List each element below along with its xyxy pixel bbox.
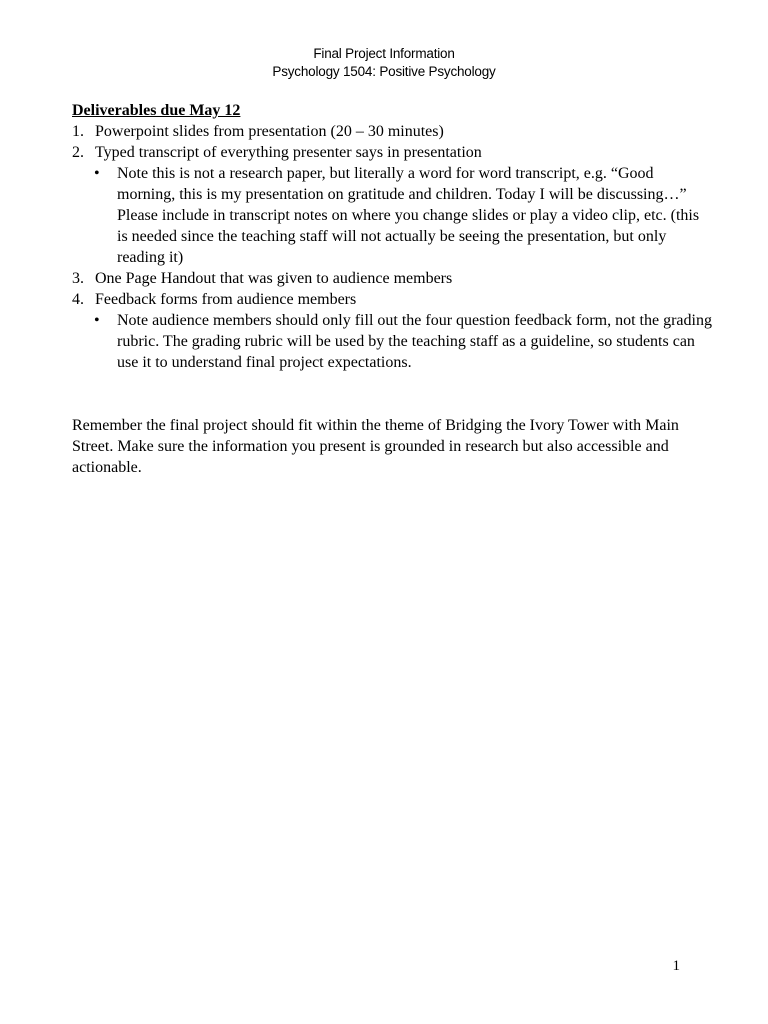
deliverable-item-3 bbox=[72, 268, 712, 289]
deliverable-number: 4. bbox=[72, 291, 84, 308]
deliverables-list-continued bbox=[72, 268, 712, 310]
note-text: Note audience members should only fill out the four question feedback form, not the grading rubric. The grading rubric will be used by the teaching staff as a guideline, so students can use it to understand final project expectations. bbox=[117, 312, 712, 371]
deliverable-text: Typed transcript of everything presenter says in presentation bbox=[95, 144, 482, 161]
note-text: Note this is not a research paper, but literally a word for word transcript, e.g. “Good morning, this is my presentation on gratitude and children. Today I will be discussing…” Please include in transcript notes on where you change slides or play a video clip, etc. (this is needed since the teaching staff will not actually be seeing the presentation, but only reading it) bbox=[117, 165, 700, 266]
deliverable-number: 1. bbox=[72, 123, 84, 140]
deliverable-item-2 bbox=[72, 142, 712, 163]
page-number: 1 bbox=[672, 958, 680, 974]
deliverable-number: 3. bbox=[72, 270, 84, 287]
course-name: Psychology 1504: Positive Psychology bbox=[272, 64, 496, 79]
deliverable-number: 2. bbox=[72, 144, 84, 161]
deliverable-text: One Page Handout that was given to audience members bbox=[95, 270, 453, 287]
deliverable-item-1 bbox=[72, 121, 712, 142]
closing-paragraph: Remember the final project should fit within the theme of Bridging the Ivory Tower with Main Street. Make sure the information you present is grounded in research but also accessible and actionable. bbox=[72, 417, 679, 476]
deliverable-text: Powerpoint slides from presentation (20 – 30 minutes) bbox=[95, 123, 444, 140]
deliverable-4-notes bbox=[72, 310, 712, 373]
deliverables-list bbox=[72, 121, 712, 163]
document-title: Final Project Information bbox=[313, 46, 455, 61]
document-header bbox=[0, 45, 768, 81]
note-item bbox=[72, 310, 712, 373]
note-item bbox=[72, 163, 712, 268]
deliverable-2-notes bbox=[72, 163, 712, 268]
document-body bbox=[72, 100, 712, 494]
bullet-icon: • bbox=[94, 312, 100, 329]
deliverable-text: Feedback forms from audience members bbox=[95, 291, 357, 308]
deliverables-heading: Deliverables due May 12 bbox=[72, 102, 241, 119]
bullet-icon: • bbox=[94, 165, 100, 182]
deliverable-item-4 bbox=[72, 289, 712, 310]
